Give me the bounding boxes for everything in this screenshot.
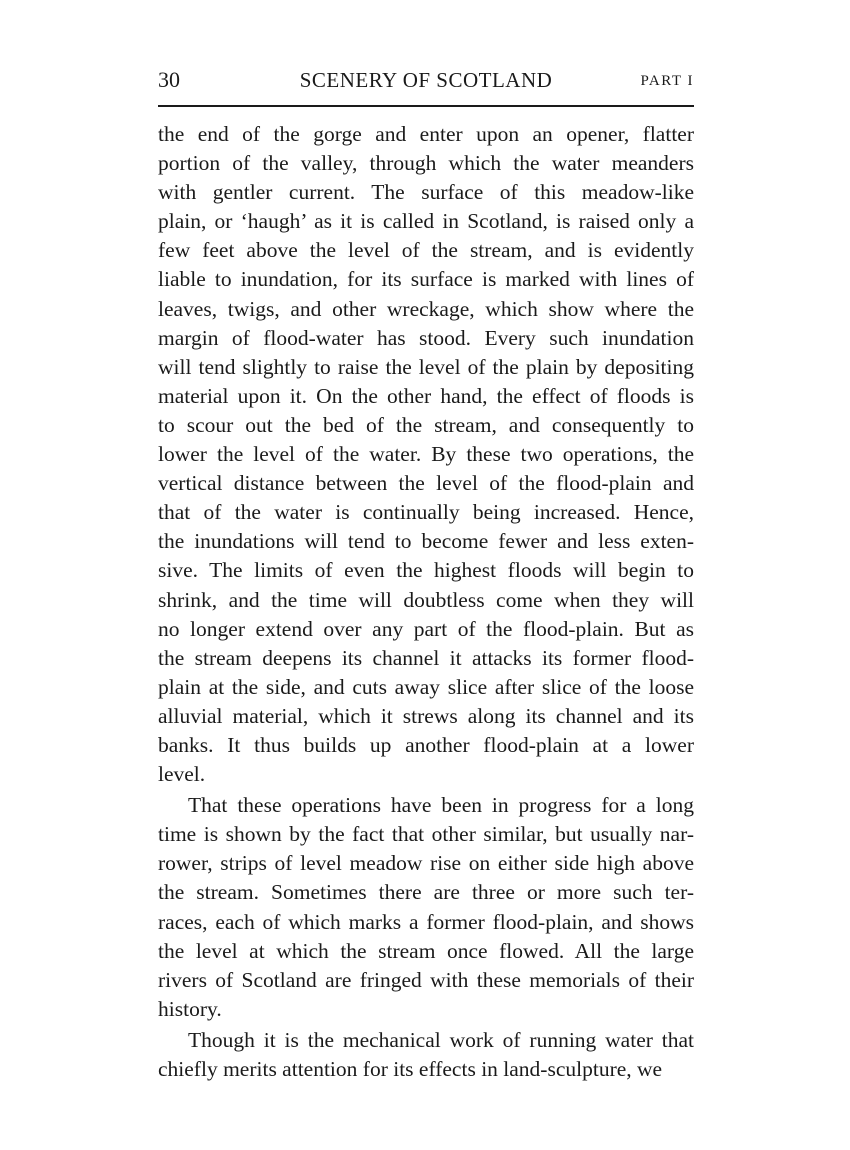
text-line: the inundations will tend to become fewer and less exten- [158, 529, 694, 554]
text-line: material upon it. On the other hand, the effect of floods is [158, 383, 694, 408]
text-line: races, each of which marks a former flood-plain, and shows [158, 909, 694, 934]
body-text [158, 120, 694, 1084]
text-line: portion of the valley, through which the water meanders [158, 151, 694, 176]
text-line: history. [158, 996, 222, 1021]
text-line: leaves, twigs, and other wreckage, which show where the [158, 296, 694, 321]
running-title: SCENERY OF SCOTLAND [299, 68, 553, 92]
text-line: no longer extend over any part of the flood-plain. But as [158, 616, 694, 641]
text-line: lower the level of the water. By these two operations, the [158, 442, 694, 467]
text-line: sive. The limits of even the highest floods will begin to [158, 558, 694, 583]
text-line: level. [158, 762, 206, 787]
text-line: to scour out the bed of the stream, and consequently to [158, 412, 694, 437]
paragraph [158, 120, 694, 789]
paragraph [158, 791, 694, 1024]
text-line: the stream deepens its channel it attacks its former flood- [158, 645, 694, 670]
paragraph [158, 1026, 694, 1084]
text-line: few feet above the level of the stream, and is evidently [158, 238, 694, 263]
text-line: the end of the gorge and enter upon an opener, flatter [158, 122, 694, 146]
text-line: rivers of Scotland are fringed with these memorials of their [158, 967, 694, 992]
text-line: the stream. Sometimes there are three or more such ter- [158, 880, 694, 905]
text-line: margin of flood-water has stood. Every such inundation [158, 325, 694, 350]
text-line: with gentler current. The surface of this meadow-like [158, 180, 694, 205]
text-line: will tend slightly to raise the level of the plain by depositing [158, 354, 694, 379]
text-line: alluvial material, which it strews along its channel and its [158, 703, 694, 728]
text-line: liable to inundation, for its surface is marked with lines of [158, 267, 694, 292]
header-rule [158, 105, 694, 107]
text-line: the level at which the stream once flowed. All the large [158, 938, 694, 963]
text-line: plain, or ‘haugh’ as it is called in Scotland, is raised only a [158, 209, 694, 234]
running-head [158, 66, 694, 94]
text-line: time is shown by the fact that other similar, but usually nar- [158, 822, 694, 847]
text-line: shrink, and the time will doubtless come when they will [158, 587, 694, 612]
text-line: that of the water is continually being increased. Hence, [158, 500, 694, 525]
text-line: plain at the side, and cuts away slice after slice of the loose [158, 674, 694, 699]
text-line: That these operations have been in progress for a long [188, 793, 694, 818]
text-line: rower, strips of level meadow rise on either side high above [158, 851, 694, 876]
part-label: PART I [640, 73, 694, 89]
page-number: 30 [158, 67, 180, 92]
text-line: chiefly merits attention for its effects in land-sculpture, we [158, 1057, 663, 1081]
text-line: vertical distance between the level of the flood-plain and [158, 471, 694, 496]
text-line: Though it is the mechanical work of running water that [188, 1027, 694, 1052]
text-line: banks. It thus builds up another flood-plain at a lower [158, 732, 694, 757]
